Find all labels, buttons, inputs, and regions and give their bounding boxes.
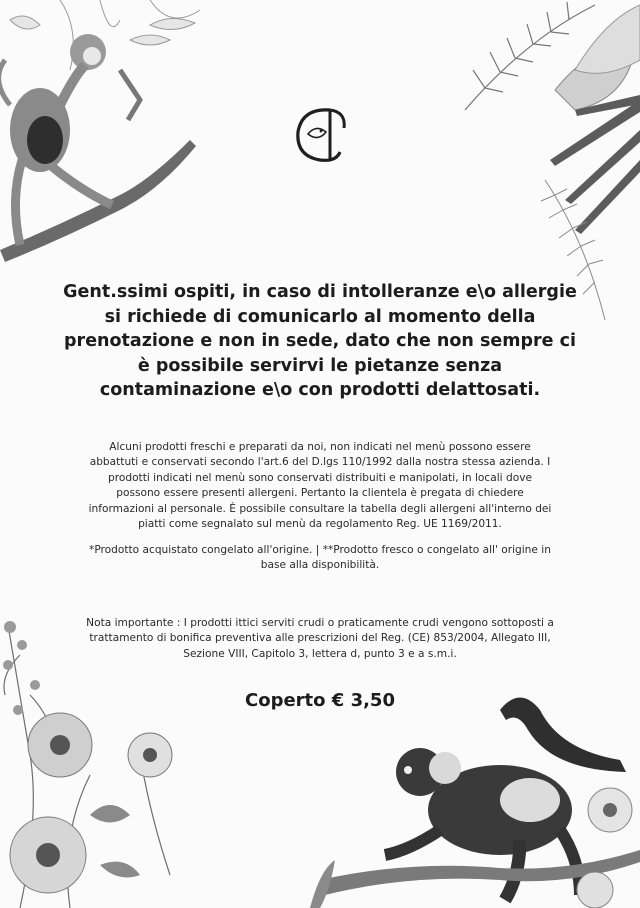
allergy-notice-headline: Gent.ssimi ospiti, in caso di intolleranze e\o allergie si richiede di comunicarlo al momento della prenotazione e non in sede, dato che non sempre ci è possibile servirvi le pietanze senza contaminazione e\o con prodotti delattosati. bbox=[63, 282, 577, 400]
product-notes: *Prodotto acquistato congelato all'origine. | **Prodotto fresco o congelato all' origine in base alla disponibilità. bbox=[89, 544, 551, 572]
lemur-branch-illustration bbox=[290, 690, 640, 908]
cover-charge: Coperto € 3,50 bbox=[245, 690, 395, 711]
monkey-branch-illustration bbox=[0, 0, 220, 270]
allergen-info-paragraph: Alcuni prodotti freschi e preparati da noi, non indicati nel menù possono essere abbattuti e conservati secondo l'art.6 del D.lgs 110/1992 dalla nostra stessa azienda. I prodotti indicati nel menù sono conservati distribuiti e manipolati, in locali dove possono essere presenti allergeni. Pertanto la clientela è pregata di chiedere informazioni al personale. È possibile consultare la tabella degli allergeni all'interno dei piatti come segnalato sul menù da regolamento Reg. UE 1169/2011. bbox=[88, 441, 552, 531]
raw-fish-notice: Nota importante : I prodotti ittici serviti crudi o praticamente crudi vengono sottoposti a trattamento di bonifica preventiva alle prescrizioni del Reg. (CE) 853/2004, Allegato III, Sezione VIII, Capitolo 3, lettera d, punto 3 e a s.m.i. bbox=[86, 617, 554, 660]
daisy-flowers-illustration bbox=[0, 615, 200, 908]
restaurant-monogram-logo bbox=[290, 104, 352, 166]
